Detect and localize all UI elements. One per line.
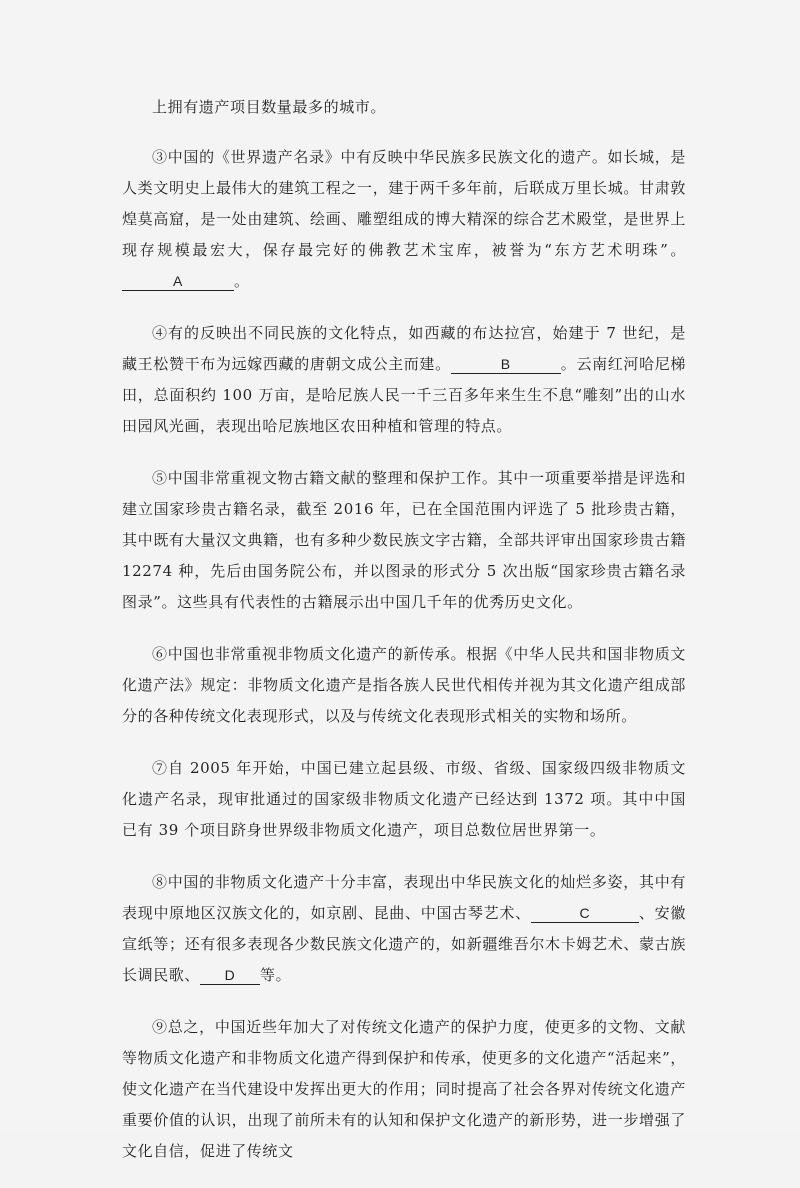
paragraph-8-middle: 、安徽宣纸等；还有很多表现各少数民族文化遗产的，如新疆维吾尔木卡姆艺术、蒙古族长调民歌、 [122, 904, 686, 984]
paragraph-6 [122, 639, 686, 732]
paragraph-5 [122, 463, 686, 618]
paragraph-5-text: ⑤中国非常重视文物古籍文献的整理和保护工作。其中一项重要举措是评选和建立国家珍贵古籍名录，截至 2016 年，已在全国范围内评选了 5 批珍贵古籍，其中既有大量汉文典籍，也有多种少数民族文字古籍，全部共评审出国家珍贵古籍 12274 种，先后由国务院公布，并以图录的形式分 5 次出版“国家珍贵古籍名录图录”。这些具有代表性的古籍展示出中国几千年的优秀历史文化。 [122, 469, 686, 611]
paragraph-4-after: 。云南红河哈尼梯田，总面积约 100 万亩，是哈尼族人民一千三百多年来生生不息“雕刻”出的山水田园风光画，表现出哈尼族地区农田种植和管理的特点。 [122, 355, 686, 435]
blank-d: D [200, 966, 260, 985]
blank-b: B [451, 355, 561, 374]
paragraph-9-text: ⑨总之，中国近些年加大了对传统文化遗产的保护力度，使更多的文物、文献等物质文化遗产和非物质文化遗产得到保护和传承，使更多的文化遗产“活起来”，使文化遗产在当代建设中发挥出更大的作用；同时提高了社会各界对传统文化遗产重要价值的认识，出现了前所未有的认知和保护文化遗产的新形势，进一步增强了文化自信，促进了传统文 [122, 1018, 686, 1160]
paragraph-1 [122, 92, 686, 123]
paragraph-7-text: ⑦自 2005 年开始，中国已建立起县级、市级、省级、国家级四级非物质文化遗产名录，现审批通过的国家级非物质文化遗产已经达到 1372 项。其中中国已有 39 个项目跻身世界级非物质文化遗产，项目总数位居世界第一。 [122, 759, 686, 839]
paragraph-1-text: 上拥有遗产项目数量最多的城市。 [152, 98, 387, 116]
paragraph-4-before: ④有的反映出不同民族的文化特点，如西藏的布达拉宫，始建于 7 世纪，是藏王松赞干布为远嫁西藏的唐朝文成公主而建。 [122, 324, 686, 373]
blank-a: A [122, 272, 234, 291]
paragraph-4 [122, 318, 686, 442]
paragraph-3-after: 。 [234, 272, 250, 290]
paragraph-8-after: 等。 [260, 966, 292, 984]
paragraph-3-text: ③中国的《世界遗产名录》中有反映中华民族多民族文化的遗产。如长城，是人类文明史上最伟大的建筑工程之一，建于两千多年前，后联成万里长城。甘肃敦煌莫高窟，是一处由建筑、绘画、雕塑组成的博大精深的综合艺术殿堂，是世界上现存规模最宏大，保存最完好的佛教艺术宝库，被誉为“东方艺术明珠”。 [122, 148, 686, 259]
document-body [122, 92, 686, 1188]
paragraph-6-text: ⑥中国也非常重视非物质文化遗产的新传承。根据《中华人民共和国非物质文化遗产法》规定：非物质文化遗产是指各族人民世代相传并视为其文化遗产组成部分的各种传统文化表现形式，以及与传统文化表现形式相关的实物和场所。 [122, 645, 686, 725]
paragraph-9 [122, 1012, 686, 1167]
paragraph-8 [122, 867, 686, 991]
paragraph-8-before: ⑧中国的非物质文化遗产十分丰富，表现出中华民族文化的灿烂多姿，其中有表现中原地区汉族文化的，如京剧、昆曲、中国古琴艺术、 [122, 873, 686, 922]
paragraph-3 [122, 142, 686, 297]
paragraph-7 [122, 753, 686, 846]
blank-c: C [531, 904, 639, 923]
